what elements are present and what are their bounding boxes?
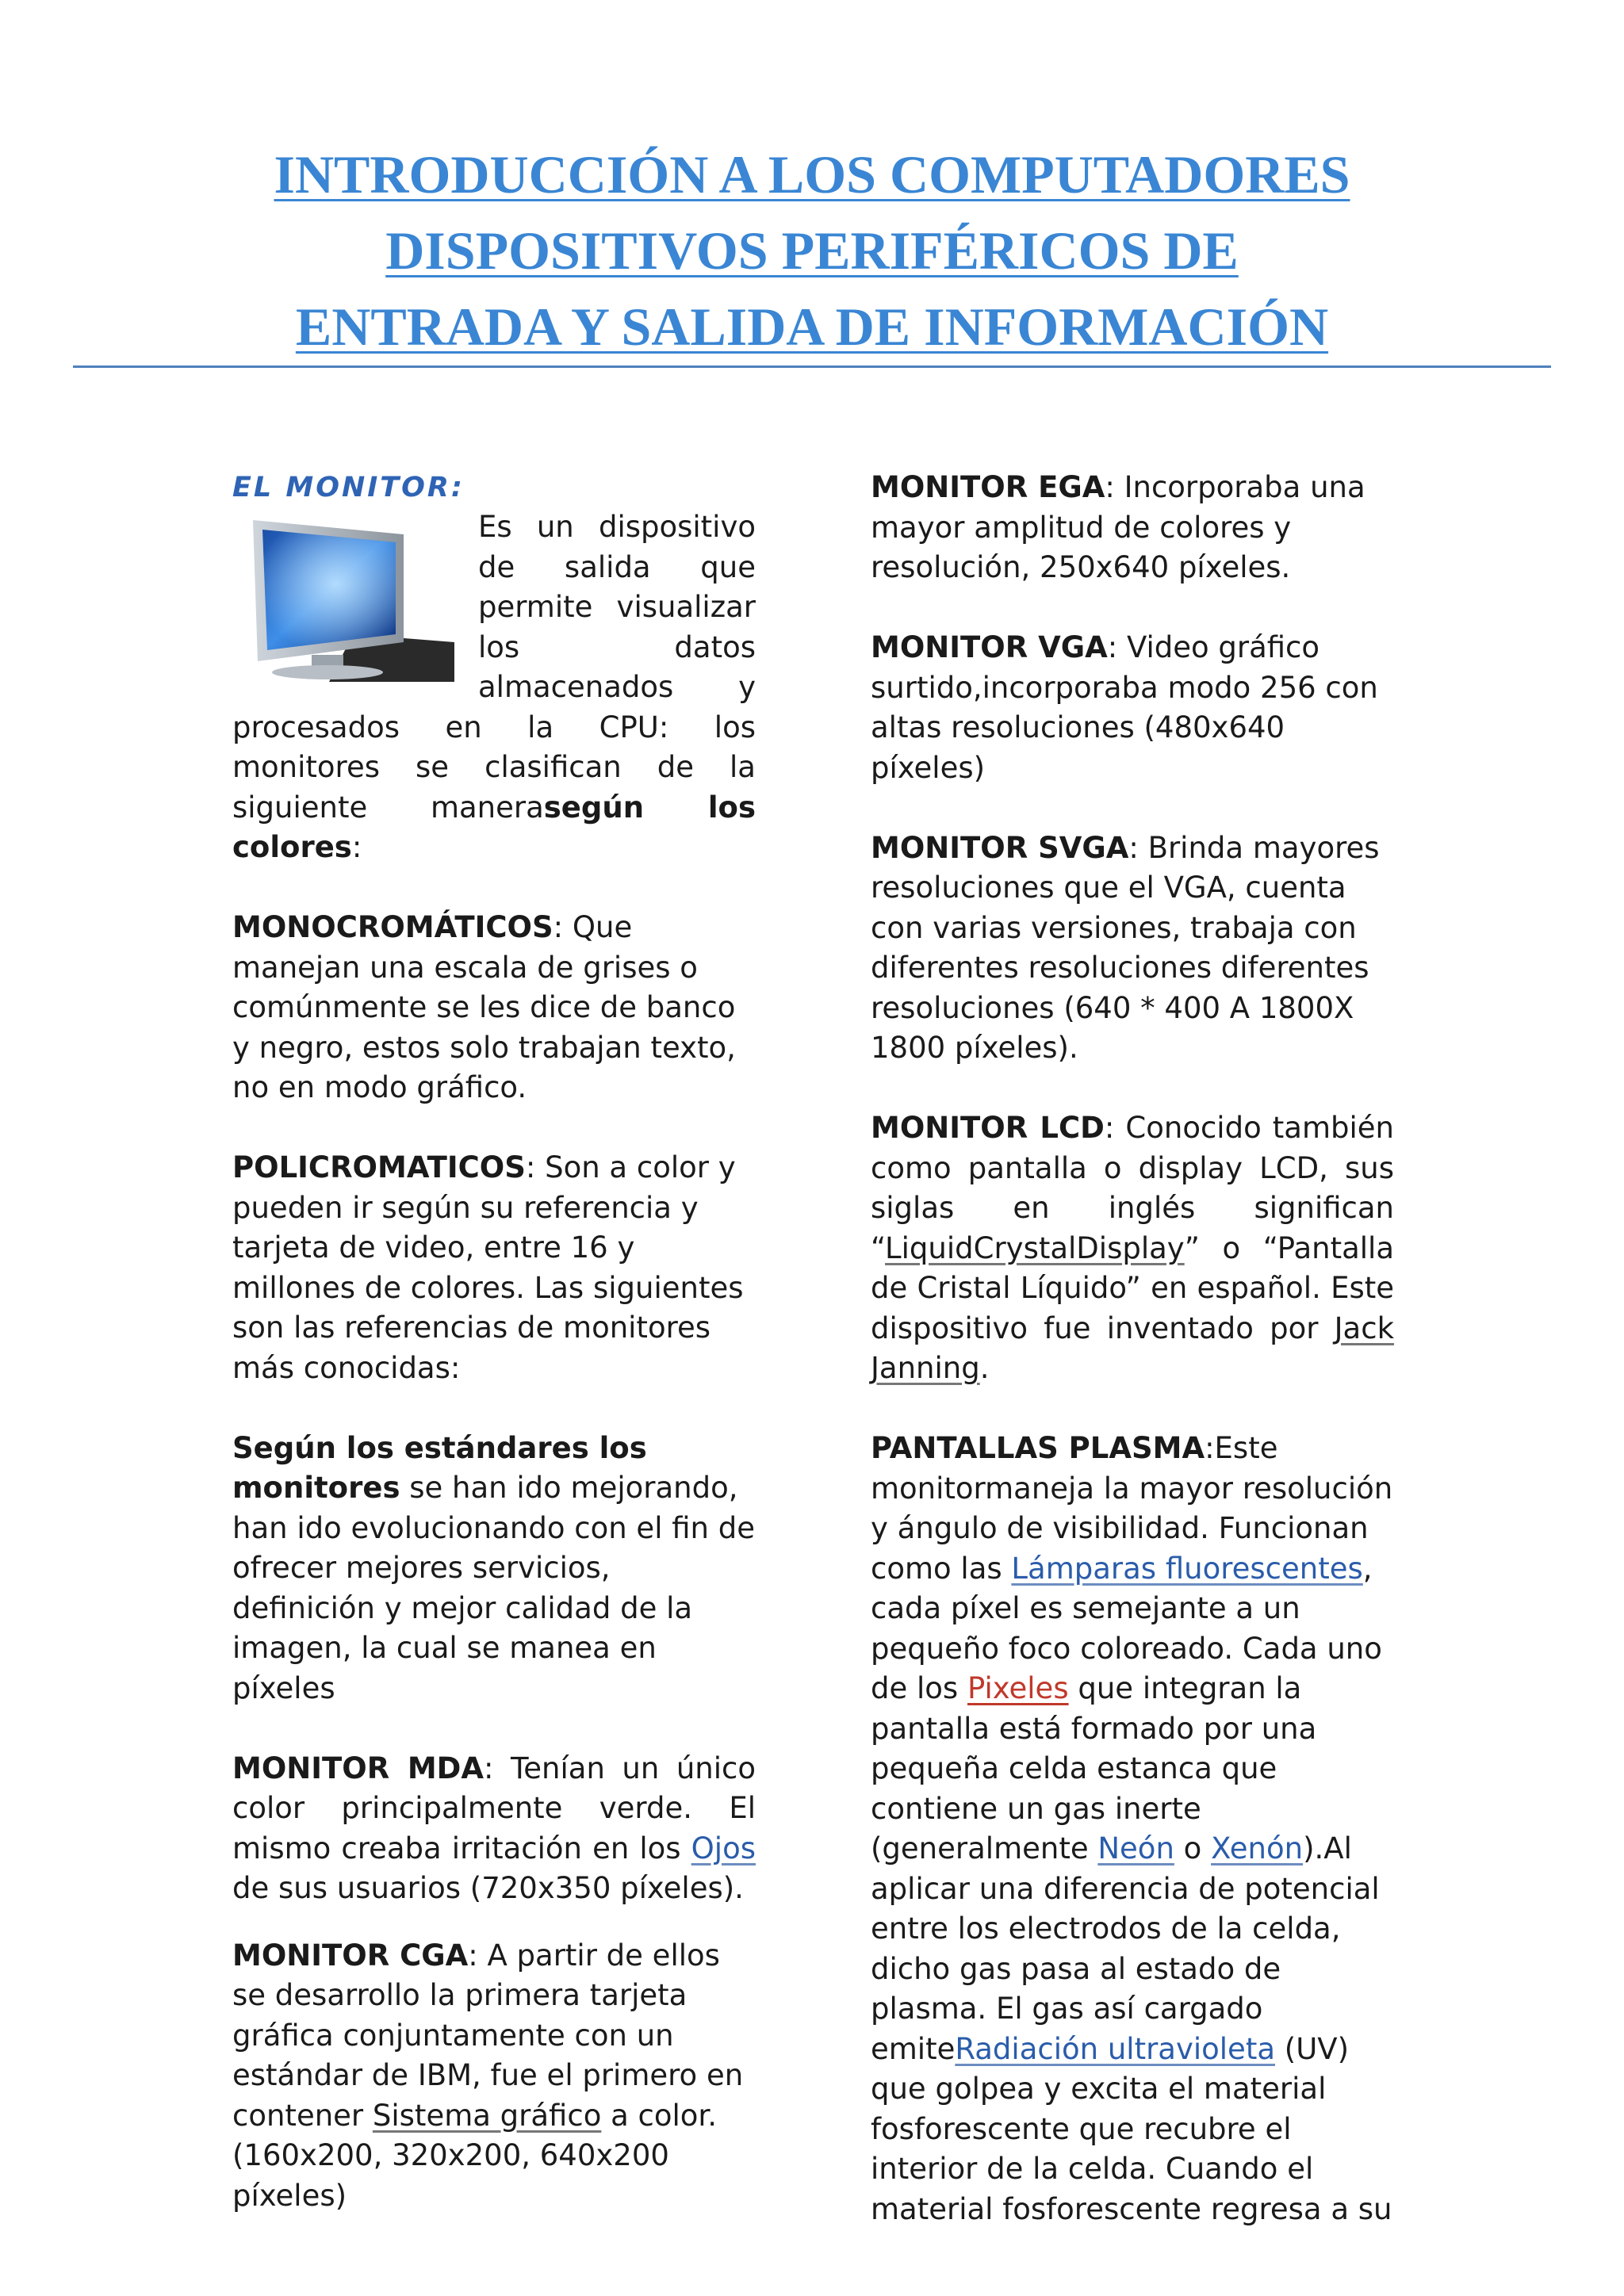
monitor-intro-bold: según los colores	[232, 790, 756, 864]
lcd-text-3: .	[979, 1351, 990, 1385]
mda-paragraph	[232, 1749, 756, 1909]
liquid-crystal-display-link[interactable]: LiquidCrystalDisplay	[885, 1230, 1185, 1265]
ega-label: MONITOR EGA	[871, 470, 1105, 504]
neon-link[interactable]: Neón	[1097, 1831, 1174, 1866]
title-line-3: ENTRADA Y SALIDA DE INFORMACIÓN	[295, 297, 1329, 357]
cga-paragraph	[232, 1936, 756, 2217]
mda-label: MONITOR MDA	[232, 1751, 484, 1785]
plasma-paragraph	[871, 1429, 1394, 2229]
plasma-text-5: ).Al aplicar una diferencia de potencial entre los electrodos de la celda, dicho gas pasa al estado de plasma. El gas así cargado emite	[871, 1831, 1380, 2066]
title-line-1: INTRODUCCIÓN A LOS COMPUTADORES	[274, 144, 1350, 205]
title-divider	[73, 365, 1551, 368]
vga-text: : Video gráfico surtido,incorporaba modo 256 con altas resoluciones (480x640 píxeles)	[871, 630, 1378, 785]
lcd-label: MONITOR LCD	[871, 1111, 1105, 1145]
plasma-text-6: (UV) que golpea y excita el material fosforescente que recubre el interior de la celda. Cuando el material fosforescente regresa a su	[871, 2031, 1392, 2226]
radiacion-ultravioleta-link[interactable]: Radiación ultravioleta	[955, 2031, 1275, 2066]
mda-text-1: : Tenían un único color principalmente verde. El mismo creaba irritación en los	[232, 1751, 756, 1866]
svga-text: : Brinda mayores resoluciones que el VGA, cuenta con varias versiones, trabaja con diferentes resoluciones diferentes resoluciones (640 * 400 A 1800X 1800 píxeles).	[871, 830, 1380, 1065]
vga-label: MONITOR VGA	[871, 630, 1108, 664]
xenon-link[interactable]: Xenón	[1211, 1831, 1304, 1866]
cga-text-1: : A partir de ellos se desarrollo la primera tarjeta gráfica conjuntamente con un estándar de IBM, fue el primero en contener	[232, 1938, 744, 2133]
estandares-bold: Según los estándares los monitores	[232, 1430, 647, 1505]
plasma-text-1: :Este monitormaneja la mayor resolución y ángulo de visibilidad. Funcionan como las	[871, 1431, 1393, 1586]
monocromaticos-paragraph	[232, 908, 756, 1108]
svga-label: MONITOR SVGA	[871, 830, 1129, 865]
ega-paragraph	[871, 468, 1394, 588]
policromaticos-paragraph	[232, 1148, 756, 1388]
section-heading-monitor: EL MONITOR:	[232, 472, 465, 503]
plasma-text-3: que integran la pantalla está formado por una pequeña celda estanca que contiene un gas inerte (generalmente	[871, 1671, 1317, 1866]
monocromaticos-text: : Que manejan una escala de grises o comúnmente se les dice de banco y negro, estos solo trabajan texto, no en modo gráfico.	[232, 910, 736, 1104]
monocromaticos-label: MONOCROMÁTICOS	[232, 910, 553, 944]
right-column	[871, 468, 1394, 2229]
policromaticos-label: POLICROMATICOS	[232, 1150, 526, 1184]
pixeles-link[interactable]: Pixeles	[967, 1671, 1069, 1705]
lcd-paragraph	[871, 1108, 1394, 1389]
estandares-text: se han ido mejorando, han ido evolucionando con el fin de ofrecer mejores servicios, definición y mejor calidad de la imagen, la cual se manea en píxeles	[232, 1471, 756, 1705]
title-line-2: DISPOSITIVOS PERIFÉRICOS DE	[385, 220, 1239, 281]
lamparas-fluorescentes-link[interactable]: Lámparas fluorescentes	[1011, 1551, 1363, 1586]
monitor-intro-text: Es un dispositivo de salida que permite visualizar los datos almacenados y procesados en la CPU: los monitores se clasifican de la siguiente manera	[232, 510, 756, 825]
estandares-paragraph	[232, 1429, 756, 1709]
policromaticos-text: : Son a color y pueden ir según su referencia y tarjeta de video, entre 16 y millones de colores. Las siguientes son las referencias de monitores más conocidas:	[232, 1150, 744, 1385]
cga-text-2: a color. (160x200, 320x200, 640x200 píxeles)	[232, 2098, 718, 2213]
monitor-image	[234, 515, 454, 682]
cga-label: MONITOR CGA	[232, 1938, 469, 1973]
plasma-text-2: , cada píxel es semejante a un pequeño foco coloreado. Cada uno de los	[871, 1551, 1382, 1705]
mda-text-2: de sus usuarios (720x350 píxeles).	[232, 1871, 744, 1905]
sistema-grafico-link[interactable]: Sistema gráfico	[372, 2098, 602, 2133]
jack-janning-link[interactable]: Jack Janning	[871, 1311, 1394, 1385]
monitor-intro-paragraph	[232, 507, 756, 868]
document-title	[159, 136, 1465, 365]
monitor-intro-end: :	[351, 830, 362, 864]
ega-text: : Incorporaba una mayor amplitud de colores y resolución, 250x640 píxeles.	[871, 470, 1365, 584]
lcd-text-2: ” o “Pantalla de Cristal Líquido” en español. Este dispositivo fue inventado por	[871, 1230, 1394, 1345]
ojos-link[interactable]: Ojos	[691, 1831, 756, 1866]
plasma-text-4: o	[1174, 1831, 1212, 1866]
left-column	[232, 468, 756, 2216]
vga-paragraph	[871, 628, 1394, 788]
lcd-text-1: : Conocido también como pantalla o display LCD, sus siglas en inglés significan “	[871, 1111, 1394, 1265]
svga-paragraph	[871, 828, 1394, 1069]
plasma-label: PANTALLAS PLASMA	[871, 1431, 1205, 1465]
